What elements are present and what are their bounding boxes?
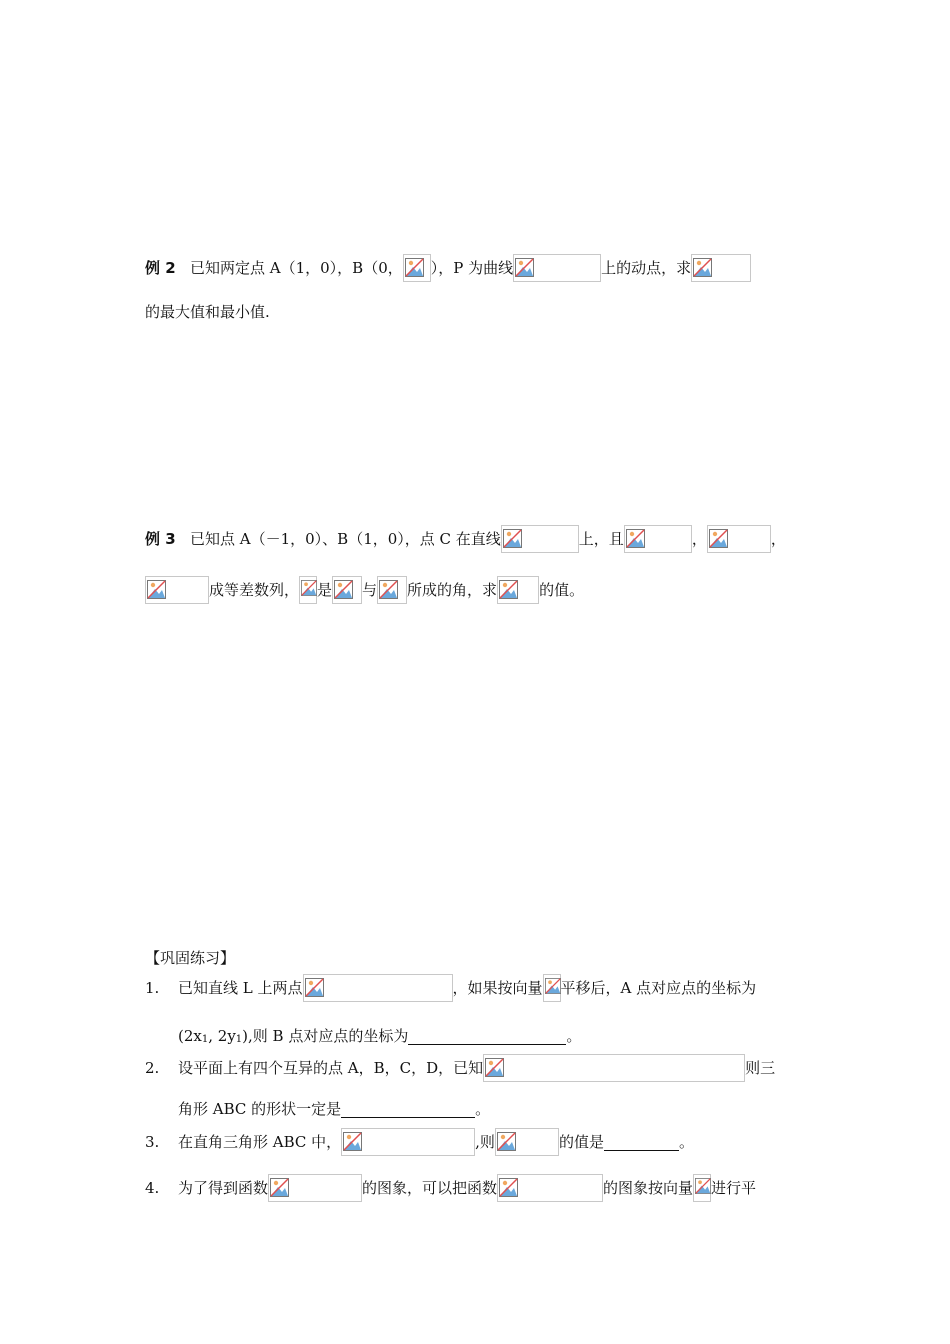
example-3-text: 上，且 — [578, 530, 624, 548]
formula-image-icon — [483, 1054, 745, 1082]
question-2-line-2 — [178, 1093, 490, 1123]
question-text: 的图象按向量 — [603, 1179, 694, 1197]
question-text: 为了得到函数 — [178, 1179, 269, 1197]
question-text: 的值是 — [558, 1133, 604, 1151]
example-2-text: ），P 为曲线 — [430, 259, 514, 277]
question-text: 平移后，A 点对应点的坐标为 — [560, 979, 757, 997]
example-3-line-2 — [145, 574, 584, 604]
formula-image-icon — [268, 1174, 362, 1202]
question-text: 已知直线 L 上两点 — [178, 979, 303, 997]
example-2-line-1 — [145, 252, 751, 282]
example-2-label: 例 2 — [145, 259, 176, 277]
subscript: 1 — [201, 1034, 209, 1045]
question-text: 设平面上有四个互异的点 A，B，C，D，已知 — [178, 1059, 484, 1077]
subscript: 1 — [235, 1034, 243, 1045]
formula-image-icon — [624, 525, 692, 553]
formula-image-icon — [501, 525, 579, 553]
question-text: 进行平 — [711, 1179, 757, 1197]
practice-header-line — [145, 942, 235, 972]
example-3-text: 已知点 A（－1，0）、B（1，0），点 C 在直线 — [189, 530, 501, 548]
question-3-line-1 — [145, 1126, 694, 1156]
formula-image-icon — [497, 576, 539, 604]
example-3-text: 与 — [362, 581, 378, 599]
question-text: ，如果按向量 — [452, 979, 543, 997]
example-3-text: 所成的角，求 — [407, 581, 498, 599]
answer-blank — [408, 1028, 566, 1045]
example-2-text: 的最大值和最小值. — [145, 303, 270, 321]
formula-image-icon — [332, 576, 362, 604]
question-1-line-2 — [178, 1020, 581, 1050]
question-text: 。 — [566, 1027, 582, 1045]
formula-image-icon — [691, 254, 751, 282]
formula-image-icon — [693, 1174, 711, 1202]
example-3-line-1 — [145, 523, 786, 553]
formula-image-icon — [707, 525, 771, 553]
example-3-text: ， — [770, 530, 786, 548]
formula-image-icon — [303, 974, 453, 1002]
question-2-line-1 — [145, 1052, 775, 1082]
question-number: 4. — [145, 1179, 160, 1197]
question-text: 角形 ABC 的形状一定是 — [178, 1100, 342, 1118]
question-text: 在直角三角形 ABC 中， — [178, 1133, 342, 1151]
question-text: 则三 — [745, 1059, 776, 1077]
example-3-text: 成等差数列， — [209, 581, 300, 599]
example-2-text: 上的动点，求 — [601, 259, 692, 277]
question-text: ,则 — [475, 1133, 495, 1151]
question-text: (2x — [178, 1027, 202, 1045]
question-4-line-1 — [145, 1172, 756, 1202]
practice-header: 【巩固练习】 — [145, 949, 236, 967]
formula-image-icon — [403, 254, 431, 282]
example-2-line-2 — [145, 296, 270, 326]
question-1-line-1 — [145, 972, 756, 1002]
formula-image-icon — [497, 1174, 603, 1202]
formula-image-icon — [543, 974, 561, 1002]
example-3-text: ， — [691, 530, 707, 548]
formula-image-icon — [341, 1128, 475, 1156]
question-text: 。 — [475, 1100, 491, 1118]
question-text: 。 — [678, 1133, 694, 1151]
question-number: 1. — [145, 979, 160, 997]
example-3-label: 例 3 — [145, 530, 176, 548]
answer-blank — [341, 1101, 475, 1118]
example-3-text: 是 — [317, 581, 333, 599]
question-text: 的图象，可以把函数 — [362, 1179, 498, 1197]
example-3-text: 的值。 — [539, 581, 585, 599]
question-text: , 2y — [208, 1027, 236, 1045]
formula-image-icon — [495, 1128, 559, 1156]
formula-image-icon — [377, 576, 407, 604]
answer-blank — [604, 1134, 679, 1151]
question-number: 2. — [145, 1059, 160, 1077]
example-2-text: 已知两定点 A（1，0），B（0， — [189, 259, 403, 277]
formula-image-icon — [145, 576, 209, 604]
question-text: ),则 B 点对应点的坐标为 — [242, 1027, 409, 1045]
question-number: 3. — [145, 1133, 160, 1151]
formula-image-icon — [299, 576, 317, 604]
formula-image-icon — [513, 254, 601, 282]
